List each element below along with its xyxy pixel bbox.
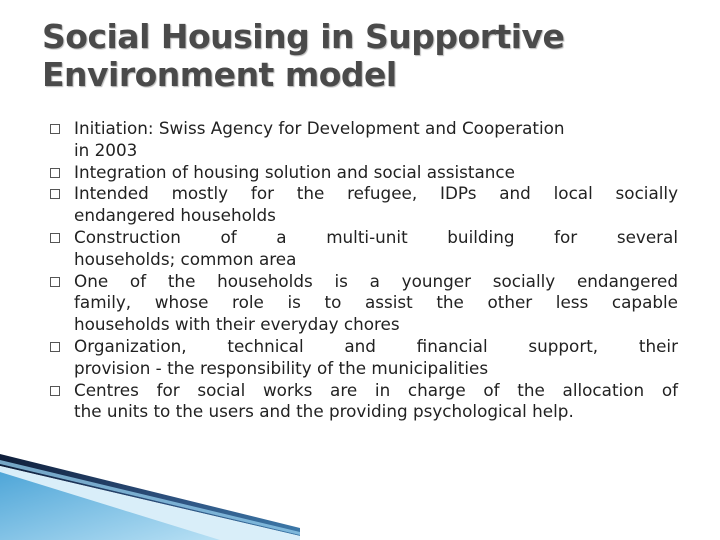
bullet-text — [74, 162, 678, 184]
bullet-item — [50, 227, 678, 271]
bullet-line: Intended mostly for the refugee, IDPs and local socially — [74, 183, 678, 204]
bullet-text — [74, 271, 678, 336]
checkbox-square-icon — [50, 277, 60, 287]
bullet-text — [74, 227, 678, 271]
bullet-list — [50, 118, 678, 423]
bullet-line: provision - the responsibility of the municipalities — [74, 357, 489, 378]
slide-title — [42, 18, 602, 94]
bullet-item — [50, 118, 678, 162]
bullet-item — [50, 271, 678, 336]
bullet-line: the units to the users and the providing psychological help. — [74, 401, 574, 422]
checkbox-square-icon — [50, 386, 60, 396]
bullet-text — [74, 118, 678, 162]
bullet-line: Integration of housing solution and social assistance — [74, 161, 515, 182]
bullet-item — [50, 162, 678, 184]
checkbox-square-icon — [50, 189, 60, 199]
bullet-line: One of the households is a younger socially endangered — [74, 270, 678, 291]
bullet-item — [50, 183, 678, 227]
bullet-line: Organization, technical and financial support, their — [74, 335, 678, 356]
bullet-text — [74, 183, 678, 227]
bullet-item — [50, 336, 678, 380]
bullet-line: endangered households — [74, 205, 276, 226]
bullet-line: Construction of a multi-unit building for several — [74, 226, 678, 247]
slide-title-line-1: Social Housing in Supportive — [42, 17, 565, 56]
bullet-line: Centres for social works are in charge of the allocation of — [74, 379, 678, 400]
bullet-line: in 2003 — [74, 139, 138, 160]
bullet-line: Initiation: Swiss Agency for Development and Cooperation — [74, 118, 565, 138]
checkbox-square-icon — [50, 342, 60, 352]
checkbox-square-icon — [50, 168, 60, 178]
checkbox-square-icon — [50, 233, 60, 243]
bullet-line: family, whose role is to assist the other less capable — [74, 292, 678, 313]
bullet-text — [74, 380, 678, 424]
checkbox-square-icon — [50, 124, 60, 134]
slide-title-line-2: Environment model — [42, 55, 397, 94]
bullet-line: households; common area — [74, 248, 297, 269]
bullet-item — [50, 380, 678, 424]
corner-decoration — [0, 440, 300, 540]
bullet-line: households with their everyday chores — [74, 314, 400, 335]
bullet-text — [74, 336, 678, 380]
